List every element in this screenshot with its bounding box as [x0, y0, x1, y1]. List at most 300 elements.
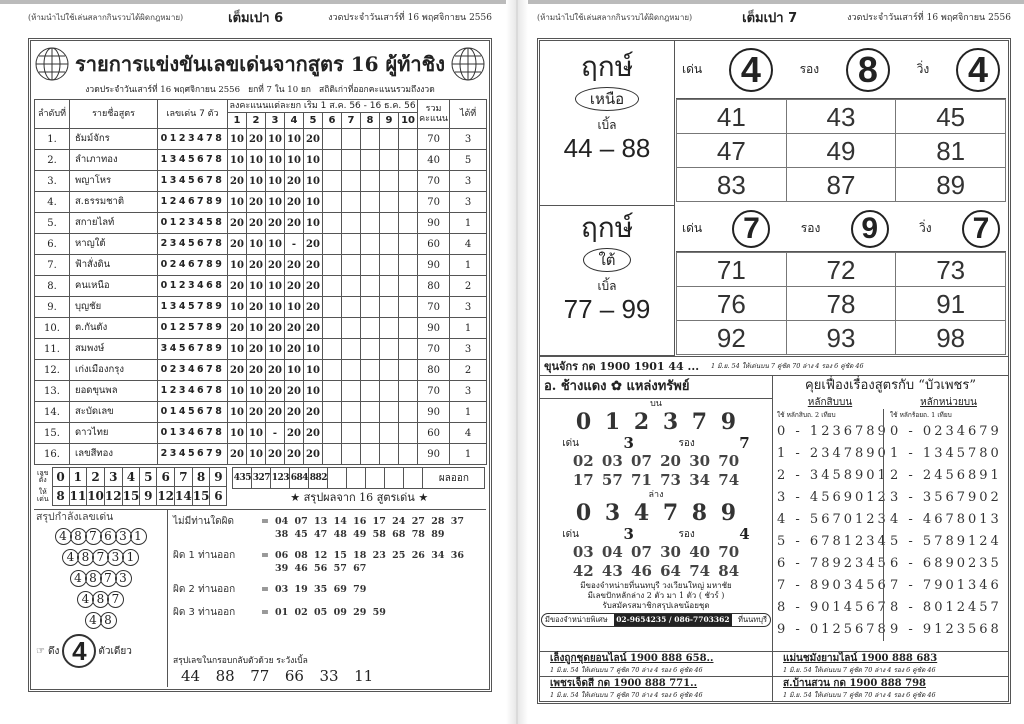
lead-label: เด่น	[562, 437, 579, 449]
lead-label: เด่น	[682, 62, 703, 76]
power-title: สรุปกำลังเลขเด่น	[36, 511, 114, 524]
bottom-pairs-1: 03 04 07 30 40 70	[572, 543, 740, 561]
row-no: 4.	[35, 192, 70, 213]
round-score	[342, 339, 361, 360]
formula-name: ฟ้าสั่งดิน	[70, 255, 158, 276]
promo-title: แม่นชมังยามไลน์ 1900 888 683	[783, 653, 938, 664]
total-score: 70	[418, 297, 450, 318]
group-eq: =	[261, 607, 269, 619]
round-score	[323, 213, 342, 234]
double-numbers: 44 – 88	[563, 133, 651, 163]
rank: 5	[450, 150, 487, 171]
round-score	[399, 444, 418, 465]
grid-row	[677, 134, 1006, 168]
round-score: 10	[266, 297, 285, 318]
grid-number: 78	[786, 287, 896, 321]
col-no: ลำดับที่	[35, 100, 70, 129]
rank: 2	[450, 360, 487, 381]
grid-number: 49	[786, 134, 896, 168]
digit-circle: 6	[100, 528, 117, 545]
table-row	[35, 297, 487, 318]
table-row	[35, 276, 487, 297]
double-label: เบิ้ล	[597, 279, 617, 293]
group-values: 06 08 12 15 18 23 25 26 34 36 39 46 56 57 67	[275, 550, 464, 575]
count-label: ให้เด่น	[36, 487, 49, 504]
second-digit: 8	[846, 48, 890, 92]
round-score: 20	[304, 402, 323, 423]
pyramid-row	[36, 609, 165, 630]
round-score	[342, 423, 361, 444]
run-digit: 4	[956, 48, 1000, 92]
round-score: 10	[228, 339, 247, 360]
rank: 1	[450, 255, 487, 276]
round-score	[361, 381, 380, 402]
top-label: บน	[650, 399, 662, 409]
formula-digits: 0134678	[158, 423, 228, 444]
round-score	[361, 255, 380, 276]
col-digits: เลขเด่น 7 ตัว	[158, 100, 228, 129]
round-score	[361, 192, 380, 213]
round-score: 10	[247, 381, 266, 402]
round-score	[380, 444, 399, 465]
empty-cell	[328, 468, 347, 489]
round-score: 10	[266, 339, 285, 360]
round-score: 20	[266, 381, 285, 402]
table-row	[35, 423, 487, 444]
formula-name: สมพงษ์	[70, 339, 158, 360]
units-entry: 1 - 1345780	[890, 446, 1002, 461]
round-score	[323, 276, 342, 297]
round-score	[361, 171, 380, 192]
round-score	[323, 360, 342, 381]
grid-number: 87	[786, 168, 896, 202]
round-score: 10	[228, 129, 247, 150]
round-score: 10	[247, 444, 266, 465]
pull-label: ดึง	[47, 645, 60, 657]
row-no: 7.	[35, 255, 70, 276]
lead-label: เด่น	[562, 528, 579, 540]
globe-icon-right	[450, 46, 486, 82]
round-header: 4	[285, 113, 304, 129]
region-label: เหนือ	[575, 87, 639, 111]
round-score	[323, 255, 342, 276]
round-score	[342, 360, 361, 381]
round-score	[323, 381, 342, 402]
round-score	[399, 171, 418, 192]
round-score	[342, 192, 361, 213]
rank: 4	[450, 423, 487, 444]
round-score: 10	[285, 297, 304, 318]
phone-bar	[541, 613, 771, 627]
round-score: 20	[266, 360, 285, 381]
units-entry: 9 - 9123568	[890, 622, 1002, 637]
round-score	[399, 234, 418, 255]
formula-digits: 0145678	[158, 402, 228, 423]
tens-entry: 6 - 7892345	[777, 556, 889, 571]
table-row	[35, 444, 487, 465]
round-score: 10	[247, 276, 266, 297]
promo-item	[540, 676, 772, 701]
round-score	[380, 129, 399, 150]
grid-number: 73	[896, 253, 1006, 287]
round-score: 20	[285, 255, 304, 276]
lead-digit: 4	[729, 48, 773, 92]
score-table	[34, 99, 487, 465]
round-score	[361, 444, 380, 465]
round-score	[380, 360, 399, 381]
promo-item	[540, 651, 772, 676]
round-score: 20	[266, 402, 285, 423]
round-score: 20	[228, 276, 247, 297]
units-entry: 3 - 3567902	[890, 490, 1002, 505]
table-row	[35, 381, 487, 402]
chang-column	[540, 376, 772, 701]
second-digit: 7	[739, 434, 750, 452]
round-score: 10	[285, 360, 304, 381]
round-header: 10	[399, 113, 418, 129]
title-row	[34, 43, 486, 85]
group-values: 03 19 35 69 79	[275, 584, 367, 596]
group-label: ผิด 1 ท่านออก	[173, 550, 236, 562]
note: รับสมัครสมาชิกสรุปเลขน้อยชุด	[602, 601, 710, 610]
bottom-section	[34, 509, 486, 687]
units-entry: 0 - 0234679	[890, 424, 1002, 439]
digit-circle: 7	[107, 591, 124, 608]
round-score	[361, 360, 380, 381]
formula-name: คนเหนือ	[70, 276, 158, 297]
round-score	[342, 444, 361, 465]
formula-name: ส.ธรรมชาติ	[70, 192, 158, 213]
left-page-title: เต็มเปา 6	[228, 10, 284, 26]
round-header: 6	[323, 113, 342, 129]
page-fold	[506, 0, 528, 724]
round-score: 20	[285, 402, 304, 423]
round-score	[380, 297, 399, 318]
round-score: 10	[266, 234, 285, 255]
round-score: 10	[247, 318, 266, 339]
round-score	[323, 444, 342, 465]
total-score: 70	[418, 381, 450, 402]
stat-count: 8	[52, 487, 69, 506]
grid-number: 83	[677, 168, 787, 202]
units-column	[883, 396, 1008, 641]
bottom-digits: 0 3 4 7 8 9	[575, 500, 737, 526]
digit-circle: 1	[122, 549, 139, 566]
round-score: 20	[247, 129, 266, 150]
total-score: 60	[418, 234, 450, 255]
round-score: 20	[228, 318, 247, 339]
region-label: ใต้	[583, 248, 630, 272]
promo-item	[773, 676, 1008, 701]
round-score: 20	[304, 318, 323, 339]
round-score: -	[285, 234, 304, 255]
top-lead-row	[540, 434, 772, 452]
round-score	[361, 297, 380, 318]
double-label: เบิ้ล	[597, 118, 617, 132]
phone-label: มีของจำหน่ายพิเศษ	[545, 615, 608, 624]
promo-title: เพชรเจ็ดสี กด 1900 888 771..	[550, 678, 698, 689]
digit-circle: 7	[92, 549, 109, 566]
stat-digit: 6	[157, 468, 175, 487]
formula-name: บุญชัย	[70, 297, 158, 318]
stat-digit: 4	[122, 468, 140, 487]
table-row	[35, 318, 487, 339]
digit-circle: 4	[85, 612, 102, 629]
round-score: 20	[304, 276, 323, 297]
round-score: 20	[247, 360, 266, 381]
digit-stats	[34, 467, 227, 506]
round-score	[399, 423, 418, 444]
grid-row	[677, 100, 1006, 134]
rank: 4	[450, 234, 487, 255]
draw-result: 684	[290, 468, 309, 489]
digit-circle: 4	[77, 591, 94, 608]
phone-place: ที่นนทบุรี	[738, 615, 767, 624]
row-no: 15.	[35, 423, 70, 444]
pyramid-row	[36, 525, 165, 546]
round-score	[323, 171, 342, 192]
round-score: 20	[247, 297, 266, 318]
row-no: 1.	[35, 129, 70, 150]
stats-row	[34, 467, 486, 506]
grid-row	[677, 253, 1006, 287]
col-rank: ได้ที่	[450, 100, 487, 129]
tens-entry: 2 - 3458901	[777, 468, 889, 483]
table-row	[35, 402, 487, 423]
round-score: 10	[266, 276, 285, 297]
formula-name: เลขสีทอง	[70, 444, 158, 465]
round-score	[323, 234, 342, 255]
round-score: -	[266, 423, 285, 444]
draw-result: 435	[233, 468, 252, 489]
final-summary	[173, 653, 482, 685]
round-score	[323, 129, 342, 150]
round-score: 20	[285, 381, 304, 402]
round-score: 20	[247, 213, 266, 234]
block-title: ฤกษ์	[580, 50, 634, 83]
round-score	[342, 255, 361, 276]
left-page-frame	[28, 38, 492, 692]
round-score	[361, 423, 380, 444]
grid-row	[677, 168, 1006, 202]
round-score: 10	[304, 150, 323, 171]
round-header: 7	[342, 113, 361, 129]
grid-number: 43	[786, 100, 896, 134]
stat-digit: 2	[87, 468, 105, 487]
tens-column	[773, 396, 889, 641]
digit-circle: 1	[130, 528, 147, 545]
group	[173, 515, 482, 541]
col-scores: ลงคะแนนแต่ละยก เริ่ม 1 ส.ค. 56 - 16 ธ.ค. 56	[229, 101, 416, 112]
chang-title: อ. ช้างแดง ✿ แหล่งทรัพย์	[540, 376, 772, 399]
round-score: 20	[247, 339, 266, 360]
stat-count: 15	[192, 487, 210, 506]
block-title: ฤกษ์	[580, 211, 634, 244]
round-score	[323, 402, 342, 423]
left-disclaimer: (ห้ามนำไปใช้เล่นสลากกินรวบได้ผิดกฎหมาย)	[28, 12, 184, 22]
units-title: หลักหน่วยบน	[920, 397, 977, 408]
total-score: 90	[418, 402, 450, 423]
summary-title: ★ สรุปผลจาก 16 สูตรเด่น ★	[290, 491, 429, 505]
round-score	[399, 297, 418, 318]
formula-digits: 2345678	[158, 234, 228, 255]
round-score: 10	[304, 360, 323, 381]
round-score	[399, 150, 418, 171]
digit-circle: 7	[85, 528, 102, 545]
digit-circle: 4	[62, 549, 79, 566]
round-score	[361, 339, 380, 360]
round-score: 20	[285, 339, 304, 360]
run-label: วิ่ง	[919, 221, 932, 235]
contest-subtitle: งวดประจำวันเสาร์ที่ 16 พฤศจิกายน 2556 ยกที่ 7 ใน 10 ยก สถิติเก่าที่ออกคะแนนรวมถึงงวด	[85, 85, 435, 95]
formula-name: ต.กันตัง	[70, 318, 158, 339]
round-score: 10	[285, 129, 304, 150]
promo-title: ส.บ้านสวน กด 1900 888 798	[783, 678, 926, 689]
tens-entry: 1 - 2347890	[777, 446, 889, 461]
rank: 2	[450, 276, 487, 297]
row-no: 9.	[35, 297, 70, 318]
round-score: 20	[228, 171, 247, 192]
digit-circle: 4	[55, 528, 72, 545]
digit-circle: 3	[115, 570, 132, 587]
row-no: 5.	[35, 213, 70, 234]
round-score	[380, 423, 399, 444]
round-score: 10	[228, 297, 247, 318]
promo-note: 1 มิ.ย. 54 ให้เด่นบน 7 คู่ชัด 70 ล่าง 4 รอง 6 คู่ชัด 46	[550, 666, 703, 674]
round-score: 20	[285, 213, 304, 234]
pull-digit-row	[36, 634, 165, 668]
bottom-label: ล่าง	[648, 490, 664, 500]
rank: 3	[450, 381, 487, 402]
run-label: วิ่ง	[916, 62, 930, 76]
digit-circle: 8	[85, 570, 102, 587]
top-pairs-1: 02 03 07 20 30 70	[572, 452, 740, 470]
round-score: 20	[228, 360, 247, 381]
top-pairs-2: 17 57 71 73 34 74	[572, 471, 740, 489]
round-score	[380, 255, 399, 276]
group-values: 01 02 05 09 29 59	[275, 607, 386, 619]
round-header: 9	[380, 113, 399, 129]
lead-label: เด่น	[682, 221, 703, 235]
digit-circle: 3	[107, 549, 124, 566]
tens-entry: 7 - 8903456	[777, 578, 889, 593]
group-values: 04 07 13 14 16 17 24 27 28 37 38 45 47 48 49 58 68 78 89	[275, 516, 464, 541]
round-score: 20	[304, 255, 323, 276]
rank: 3	[450, 339, 487, 360]
round-score	[323, 297, 342, 318]
stat-count: 14	[175, 487, 193, 506]
formula-column	[772, 376, 1008, 701]
round-score: 10	[228, 402, 247, 423]
round-score: 10	[266, 150, 285, 171]
tens-entry: 3 - 4569012	[777, 490, 889, 505]
round-score: 20	[228, 213, 247, 234]
total-score: 70	[418, 129, 450, 150]
stat-count: 11	[69, 487, 87, 506]
rank: 3	[450, 129, 487, 150]
formula-section	[773, 376, 1008, 641]
table-row	[35, 171, 487, 192]
rank: 3	[450, 297, 487, 318]
tens-note: ใช้ หลักสิบถ. 2 เทียบ	[777, 411, 836, 419]
promo-note: 1 มิ.ย. 54 ให้เด่นบน 7 คู่ชัด 70 ล่าง 4 รอง 6 คู่ชัด 46	[550, 691, 703, 699]
table-row	[35, 129, 487, 150]
round-score: 20	[266, 255, 285, 276]
group	[173, 583, 482, 596]
total-score: 90	[418, 213, 450, 234]
number-grid	[676, 252, 1006, 355]
row-no: 8.	[35, 276, 70, 297]
formula-digits: 1345789	[158, 297, 228, 318]
round-score	[342, 276, 361, 297]
second-digit: 4	[739, 525, 750, 543]
formula-digits: 1345678	[158, 150, 228, 171]
units-entry: 8 - 8012457	[890, 600, 1002, 615]
round-score: 20	[285, 318, 304, 339]
total-score: 90	[418, 444, 450, 465]
round-score	[399, 402, 418, 423]
group	[173, 549, 482, 575]
contest-title: รายการแข่งขันเลขเด่นจากสูตร 16 ผู้ท้าชิง	[75, 51, 445, 76]
formula-name: หาญใต้	[70, 234, 158, 255]
round-score: 20	[304, 234, 323, 255]
phone-numbers: 02-9654235 / 086-7703362	[616, 615, 730, 624]
formula-name: ธัมม์จักร	[70, 129, 158, 150]
round-score: 10	[228, 381, 247, 402]
grid-number: 93	[786, 321, 896, 355]
units-entry: 7 - 7901346	[890, 578, 1002, 593]
round-score: 20	[285, 192, 304, 213]
round-score: 10	[304, 381, 323, 402]
group-label: ไม่มีท่านใดผิด	[173, 516, 234, 528]
grid-row	[677, 321, 1006, 355]
table-row	[35, 150, 487, 171]
rank: 3	[450, 171, 487, 192]
row-no: 12.	[35, 360, 70, 381]
round-score: 10	[247, 423, 266, 444]
promo-note: 1 มิ.ย. 54 ให้เด่นบน 7 คู่ชัด 70 ล่าง 4 รอง 6 คู่ชัด 46	[783, 691, 936, 699]
row-no: 11.	[35, 339, 70, 360]
round-score	[399, 213, 418, 234]
stat-count: 12	[104, 487, 122, 506]
final-label: สรุปเลขในกรอบกลับตัวด้วย ระวังเบิ้ล	[173, 656, 308, 666]
auspicious-block-north	[540, 41, 675, 206]
pull-digit: 4	[62, 634, 96, 668]
tens-entry: 4 - 5670123	[777, 512, 889, 527]
round-score: 20	[247, 192, 266, 213]
formula-columns	[773, 396, 1008, 641]
second-label: รอง	[678, 437, 695, 449]
stat-count: 6	[210, 487, 227, 506]
round-score	[342, 129, 361, 150]
round-header: 2	[247, 113, 266, 129]
total-score: 70	[418, 171, 450, 192]
formula-digits: 2345679	[158, 444, 228, 465]
empty-cell	[347, 468, 366, 489]
round-score	[361, 276, 380, 297]
promos-left	[540, 651, 772, 701]
digit-circle: 3	[115, 528, 132, 545]
round-score: 10	[304, 339, 323, 360]
round-score	[380, 150, 399, 171]
round-score	[380, 276, 399, 297]
digit-circle: 8	[100, 612, 117, 629]
round-score: 20	[304, 444, 323, 465]
round-score: 20	[228, 234, 247, 255]
stat-count: 12	[157, 487, 175, 506]
groups-column	[168, 510, 486, 687]
col-total: รวมคะแนน	[418, 100, 450, 129]
